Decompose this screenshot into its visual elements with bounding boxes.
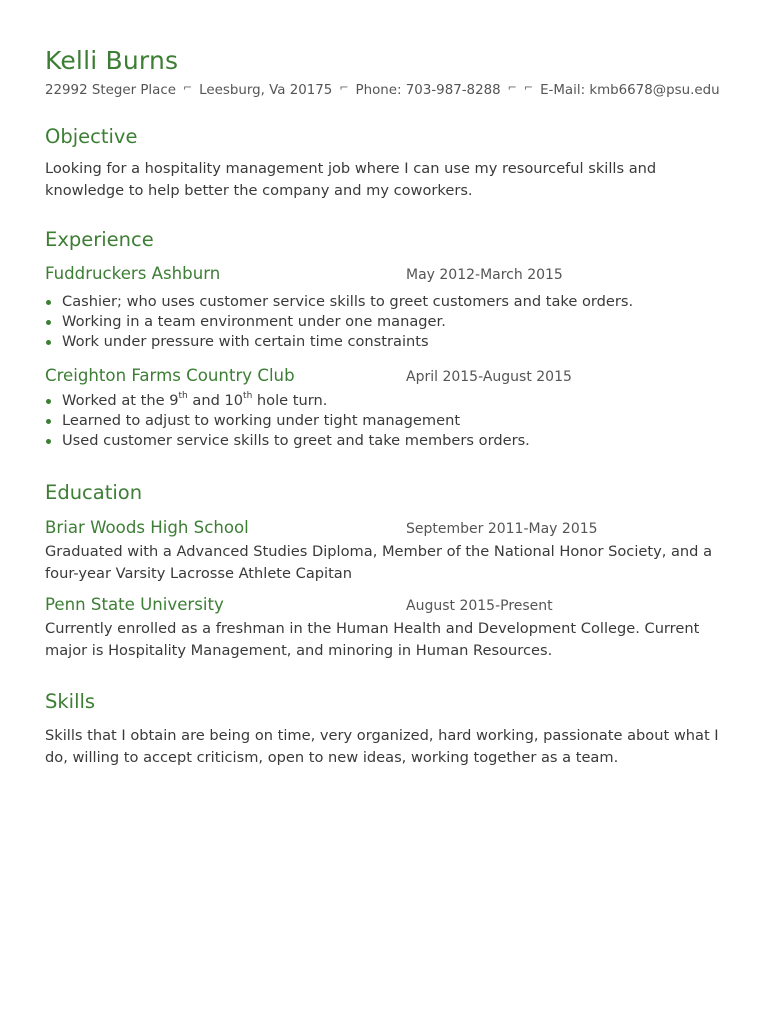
job-header <box>45 364 730 388</box>
email: E-Mail: kmb6678@psu.edu <box>540 83 720 98</box>
bullet-text: and 10 <box>187 392 244 409</box>
list-item: Learned to adjust to working under tight management <box>45 411 730 431</box>
section-title-education: Education <box>45 481 143 504</box>
ordinal-suffix: th <box>178 391 188 402</box>
school-description: Graduated with a Advanced Studies Diploma, Member of the National Honor Society, and a four-year Varsity Lacrosse Athlete Capitan <box>45 543 713 582</box>
section-title-objective: Objective <box>45 125 138 148</box>
list-item <box>45 391 730 411</box>
school-header <box>45 593 730 617</box>
separator-glyph: ⌐ <box>523 81 534 94</box>
ordinal-suffix: th <box>243 391 253 402</box>
job-employer: Fuddruckers Ashburn <box>45 264 221 283</box>
school-name: Briar Woods High School <box>45 518 249 537</box>
job-bullets <box>45 391 730 451</box>
separator-glyph: ⌐ <box>507 81 517 94</box>
school-name: Penn State University <box>45 595 224 614</box>
contact-line <box>45 82 730 99</box>
resume-page <box>45 44 730 769</box>
bullet-text: Worked at the 9 <box>62 392 179 409</box>
address: 22992 Steger Place <box>45 83 176 98</box>
separator-glyph: ⌐ <box>339 81 349 94</box>
skills-text: Skills that I obtain are being on time, very organized, hard working, passionate about what I do, willing to accept criticism, open to new ideas, working together as a team. <box>45 727 719 766</box>
separator-glyph: ⌐ <box>182 81 193 94</box>
job-bullets <box>45 292 730 352</box>
city: Leesburg, Va 20175 <box>199 83 333 98</box>
list-item: Work under pressure with certain time constraints <box>45 332 730 352</box>
school-dates: September 2011-May 2015 <box>406 521 598 537</box>
school-header <box>45 516 730 540</box>
job-header <box>45 262 730 286</box>
section-title-experience: Experience <box>45 228 154 251</box>
school-dates: August 2015-Present <box>406 598 553 614</box>
list-item: Used customer service skills to greet and take members orders. <box>45 431 730 451</box>
job-employer: Creighton Farms Country Club <box>45 366 295 385</box>
bullet-text: hole turn. <box>252 392 328 409</box>
phone: Phone: 703-987-8288 <box>355 83 501 98</box>
section-title-skills: Skills <box>45 690 96 713</box>
job-dates: May 2012-March 2015 <box>406 267 563 283</box>
list-item: Working in a team environment under one manager. <box>45 312 730 332</box>
objective-text: Looking for a hospitality management job where I can use my resourceful skills and knowledge to help better the company and my coworkers. <box>45 160 657 199</box>
school-description: Currently enrolled as a freshman in the Human Health and Development College. Current major is Hospitality Management, and minoring in Human Resources. <box>45 620 700 659</box>
candidate-name: Kelli Burns <box>45 46 179 75</box>
job-dates: April 2015-August 2015 <box>406 369 572 385</box>
list-item: Cashier; who uses customer service skills to greet customers and take orders. <box>45 292 730 312</box>
